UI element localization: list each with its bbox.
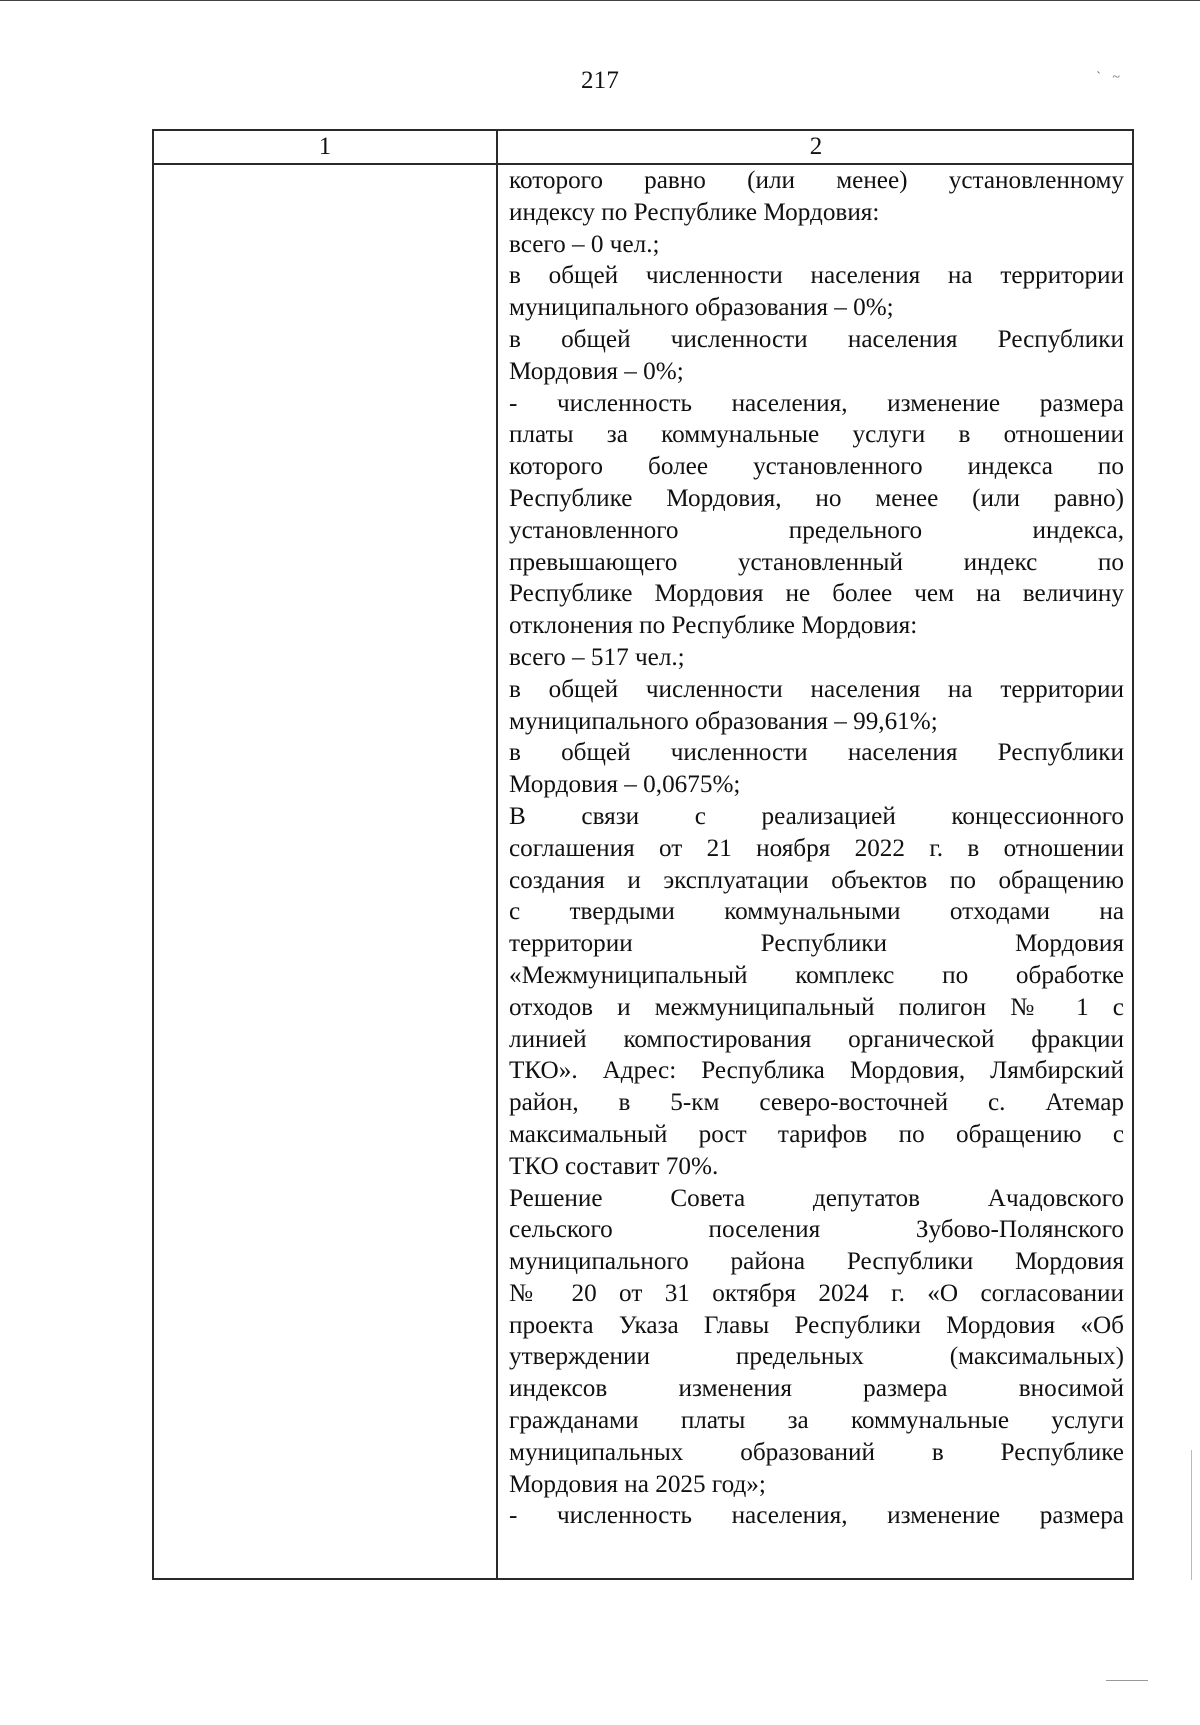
text-line: в общей численности населения Республики [509, 739, 1124, 767]
text-line: ТКО». Адрес: Республика Мордовия, Лямбирский [509, 1057, 1124, 1085]
text-line: индексов изменения размера вносимой [509, 1375, 1124, 1403]
text-line: В связи с реализацией концессионного [509, 802, 1124, 830]
text-line: район, в 5-км северо-восточней с. Атемар [509, 1089, 1124, 1117]
text-line: индексу по Республике Мордовия: [509, 198, 880, 226]
text-line: платы за коммунальные услуги в отношении [509, 421, 1124, 449]
text-line: с твердыми коммунальными отходами на [509, 898, 1124, 926]
text-line: Мордовия – 0,0675%; [509, 771, 741, 799]
document-table [152, 129, 1134, 1580]
text-line: в общей численности населения на территории [509, 262, 1124, 290]
text-line: создания и эксплуатации объектов по обращению [509, 866, 1124, 894]
text-line: установленного предельного индекса, [509, 516, 1124, 544]
scan-side-mark [1191, 1450, 1192, 1580]
text-line: ТКО составит 70%. [509, 1152, 719, 1180]
text-line: муниципального района Республики Мордовия [509, 1248, 1124, 1276]
text-line: «Межмуниципальный комплекс по обработке [509, 961, 1124, 989]
text-line: в общей численности населения Республики [509, 325, 1124, 353]
text-line: муниципальных образований в Республике [509, 1438, 1124, 1466]
scan-mark: ` ~ [1096, 70, 1124, 85]
text-line: всего – 0 чел.; [509, 230, 660, 258]
page-number: 217 [580, 67, 620, 94]
text-line: которого равно (или менее) установленному [509, 167, 1124, 194]
text-line: которого более установленного индекса по [509, 453, 1124, 481]
text-line: муниципального образования – 99,61%; [509, 707, 938, 735]
column-header-1: 1 [318, 133, 332, 160]
scan-bottom-mark [1106, 1680, 1148, 1681]
text-line: Мордовия – 0%; [509, 357, 684, 385]
text-line: - численность населения, изменение размера [509, 389, 1124, 417]
text-line: отходов и межмуниципальный полигон № 1 с [509, 993, 1124, 1021]
text-line: Республике Мордовия, но менее (или равно) [509, 484, 1124, 512]
column-header-2: 2 [809, 133, 823, 160]
text-line: Мордовия на 2025 год»; [509, 1470, 766, 1498]
text-line: Республике Мордовия не более чем на величину [509, 580, 1124, 608]
text-line: линией компостирования органической фракции [509, 1025, 1124, 1053]
text-line: сельского поселения Зубово-Полянского [509, 1216, 1124, 1244]
text-line: Решение Совета депутатов Ачадовского [509, 1184, 1124, 1212]
text-line: - численность населения, изменение размера [509, 1502, 1124, 1530]
text-line: проекта Указа Главы Республики Мордовия «Об [509, 1311, 1124, 1339]
table-header-row [154, 131, 1132, 165]
text-line: территории Республики Мордовия [509, 930, 1124, 958]
text-line: превышающего установленный индекс по [509, 548, 1124, 576]
text-line: отклонения по Республике Мордовия: [509, 612, 918, 640]
text-line: максимальный рост тарифов по обращению с [509, 1120, 1124, 1148]
column-2-content [509, 165, 1124, 1532]
text-line: утверждении предельных (максимальных) [509, 1343, 1124, 1371]
text-line: гражданами платы за коммунальные услуги [509, 1407, 1124, 1435]
text-line: всего – 517 чел.; [509, 643, 685, 671]
text-line: соглашения от 21 ноября 2022 г. в отношении [509, 834, 1124, 862]
text-line: № 20 от 31 октября 2024 г. «О согласовании [509, 1279, 1124, 1307]
text-line: в общей численности населения на территории [509, 675, 1124, 703]
column-divider [496, 131, 498, 1578]
text-line: муниципального образования – 0%; [509, 294, 894, 322]
scan-top-edge [0, 0, 1200, 4]
